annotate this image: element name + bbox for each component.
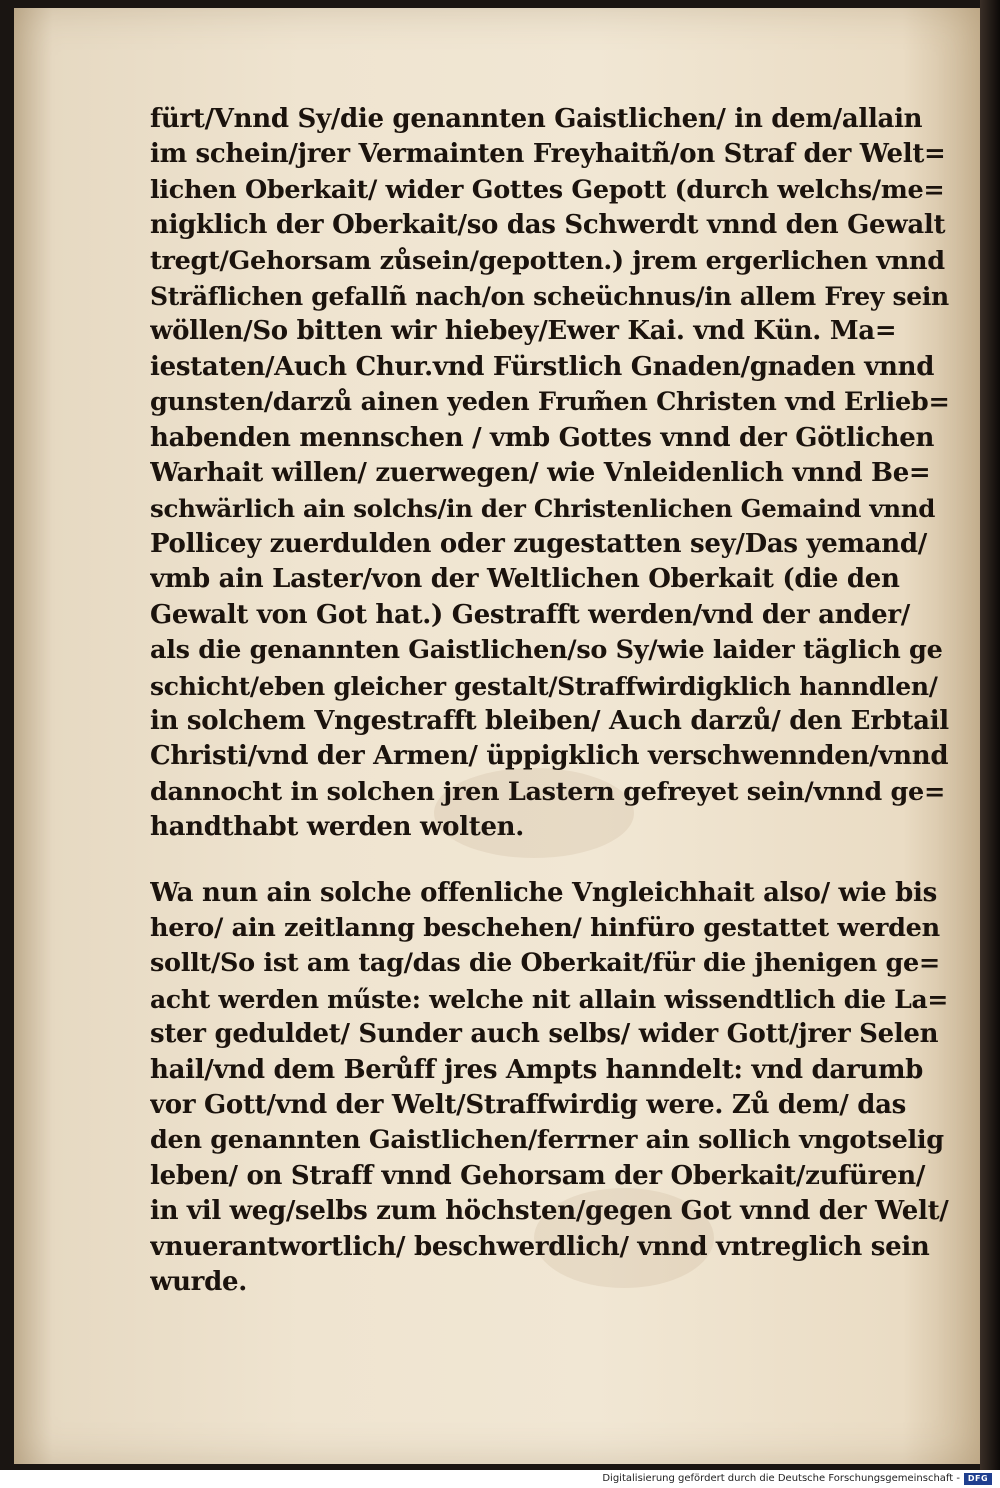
text-line: schwärlich ain solchs/in der Christenlichen Gemaind vnnd <box>150 494 936 524</box>
text-line: Wa nun ain solche offenliche Vngleichhait also/ wie bis <box>150 877 937 908</box>
text-line: lichen Oberkait/ wider Gottes Gepott (durch welchs/me= <box>150 174 945 205</box>
funding-credit: Digitalisierung gefördert durch die Deutsche Forschungsgemeinschaft - <box>602 1473 960 1484</box>
book-spine-shadow <box>980 0 1000 1470</box>
text-line: tregt/Gehorsam zůsein/gepotten.) jrem ergerlichen vnnd <box>150 245 945 276</box>
text-line: hero/ ain zeitlanng beschehen/ hinfüro gestattet werden <box>150 912 940 943</box>
text-line: Warhait willen/ zuerwegen/ wie Vnleidenlich vnnd Be= <box>150 458 931 489</box>
text-line: Sträflichen gefallñ nach/on scheüchnus/in allem Frey sein <box>150 282 949 312</box>
text-line: als die genannten Gaistlichen/so Sy/wie laider täglich ge <box>150 635 943 666</box>
text-line: Pollicey zuerdulden oder zugestatten sey/Das yemand/ <box>150 528 927 559</box>
text-line: vor Gott/vnd der Welt/Straffwirdig were. Zů dem/ das <box>150 1089 906 1120</box>
text-line: schicht/eben gleicher gestalt/Straffwirdigklich hanndlen/ <box>150 671 938 701</box>
text-line: im schein/jrer Vermainten Freyhaitñ/on Straf der Welt= <box>150 139 946 170</box>
text-line: sollt/So ist am tag/das die Oberkait/für die jhenigen ge= <box>150 948 940 979</box>
text-line: habenden mennschen / vmb Gottes vnnd der Götlichen <box>150 422 935 453</box>
text-line: ster geduldet/ Sunder auch selbs/ wider Gott/jrer Selen <box>150 1019 939 1050</box>
text-line: wöllen/So bitten wir hiebey/Ewer Kai. vnd Kün. Ma= <box>150 316 897 347</box>
body-text <box>150 102 950 1300</box>
text-line: Gewalt von Got hat.) Gestrafft werden/vnd der ander/ <box>150 599 910 630</box>
text-line: acht werden műste: welche nit allain wissendtlich die La= <box>150 984 949 1014</box>
text-line: dannocht in solchen jren Lastern gefreyet sein/vnnd ge= <box>150 776 946 807</box>
text-line: wurde. <box>150 1267 247 1297</box>
footer-bar <box>0 1470 1000 1488</box>
paragraph-2 <box>150 876 950 1301</box>
text-line: in solchem Vngestrafft bleiben/ Auch darzů/ den Erbtail <box>150 705 949 736</box>
text-line: iestaten/Auch Chur.vnd Fürstlich Gnaden/gnaden vnnd <box>150 351 935 382</box>
text-line: fürt/Vnnd Sy/die genannten Gaistlichen/ in dem/allain <box>150 104 923 134</box>
paragraph-1 <box>150 102 950 846</box>
text-line: in vil weg/selbs zum höchsten/gegen Got vnnd der Welt/ <box>150 1196 949 1227</box>
text-line: Christi/vnd der Armen/ üppigklich verschwennden/vnnd <box>150 741 949 772</box>
text-line: den genannten Gaistlichen/ferrner ain sollich vngotselig <box>150 1125 944 1156</box>
text-line: gunsten/darzů ainen yeden Frum̃en Christen vnd Erlieb= <box>150 387 950 418</box>
text-line: leben/ on Straff vnnd Gehorsam der Oberkait/zufüren/ <box>150 1160 926 1191</box>
text-line: handthabt werden wolten. <box>150 812 525 843</box>
text-line: vmb ain Laster/von der Weltlichen Oberkait (die den <box>150 564 900 595</box>
text-line: hail/vnd dem Berůff jres Ampts hanndelt: vnd darumb <box>150 1054 924 1085</box>
text-line: nigklich der Oberkait/so das Schwerdt vnnd den Gewalt <box>150 210 946 241</box>
text-line: vnuerantwortlich/ beschwerdlich/ vnnd vntreglich sein <box>150 1231 930 1262</box>
dfg-logo: DFG <box>964 1473 992 1485</box>
